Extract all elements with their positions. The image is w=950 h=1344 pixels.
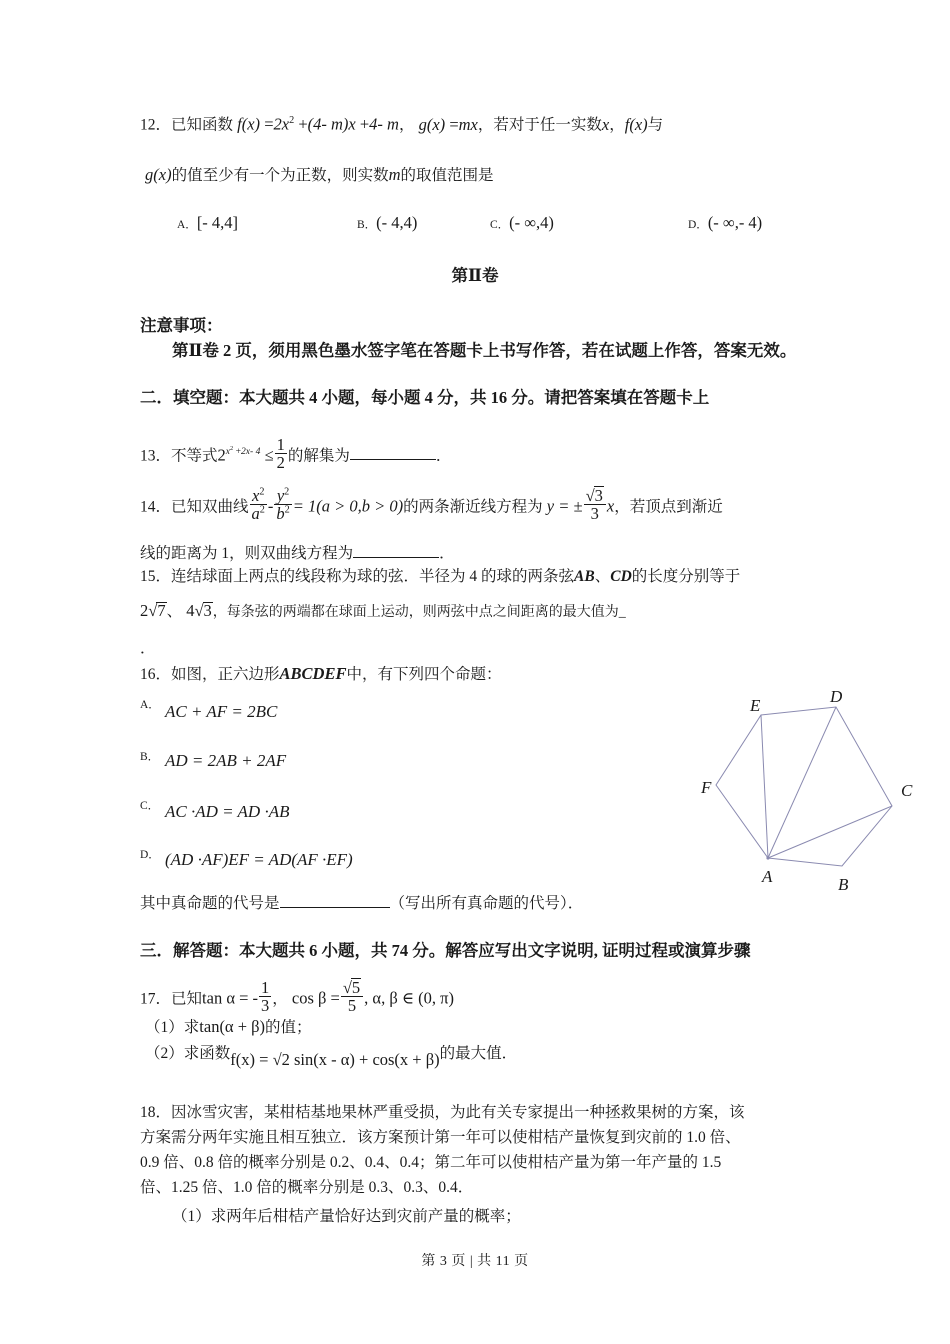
question-13: [140, 436, 451, 472]
question-18-line1-text: 因冰雪灾害，某柑桔基地果林严重受损，为此有关专家提出一种拯救果树的方案，该: [171, 1104, 745, 1121]
question-12-option-c[interactable]: [490, 215, 554, 232]
question-17-sub1-tail: 的值；: [265, 1019, 312, 1036]
question-18-sub1: （1）求两年后柑桔产量恰好达到灾前产量的概率；: [172, 1208, 521, 1225]
option-c-value: (- ∞,4): [509, 213, 554, 232]
question-12-option-b[interactable]: [357, 215, 417, 232]
question-16-answer-blank[interactable]: [280, 892, 390, 908]
hexagon-label-a: A: [762, 867, 773, 886]
question-14-lead: 已知双曲线: [171, 498, 249, 516]
question-18-line4: 倍、1.25 倍、1.0 倍的概率分别是 0.3、0.3、0.4．: [140, 1179, 474, 1196]
proposition-d-expr: (AD ·AF)EF = AD(AF ·EF): [165, 850, 353, 869]
question-13-answer-blank[interactable]: [350, 444, 436, 460]
question-14-mid: 的两条渐近线方程为: [403, 498, 543, 516]
question-16-proposition-c: [140, 797, 159, 813]
question-15-chord-ab: AB: [574, 568, 595, 585]
question-15-chord-cd: CD: [610, 568, 632, 585]
question-14-asym-var: x: [606, 496, 615, 516]
question-16-lead-text: 如图，正六边形: [171, 666, 280, 683]
question-17-tan-den: 3: [261, 996, 270, 1016]
question-16-proposition-a: [140, 696, 160, 712]
question-17-comma-1: ，: [272, 990, 288, 1008]
question-15-answer-blank[interactable]: _: [618, 605, 626, 620]
question-14-comma: ，: [614, 498, 630, 516]
question-16-proposition-d: [140, 846, 160, 862]
question-12-lead: 已知函数: [171, 116, 234, 134]
option-a-value: [- 4,4]: [196, 213, 239, 232]
question-12-formula-g: g(x) =mx: [414, 114, 478, 134]
question-12-var-m: m: [388, 165, 401, 184]
hexagon-label-d: D: [830, 690, 843, 706]
proposition-c-label: C．: [140, 800, 160, 812]
question-14-line2-lead: 线的距离为 1，则双曲线方程为: [140, 545, 354, 563]
question-15-line3: ．: [140, 640, 156, 657]
question-17-sub1-label: （1）: [145, 1019, 184, 1036]
question-14-y-num: $y^2$: [276, 486, 290, 505]
question-14-asym-fraction: [584, 486, 606, 523]
question-14-answer-blank[interactable]: [353, 542, 439, 558]
question-12-sep-2: ，: [477, 116, 494, 134]
question-13-frac-numerator: 1: [276, 435, 285, 454]
part-three-heading: 三．解答题：本大题共 6 小题，共 74 分。解答应写出文字说明, 证明过程或演算步骤: [140, 941, 751, 960]
question-17-sub2-label: （2）: [145, 1045, 184, 1062]
question-17-cos: [288, 978, 454, 1015]
proposition-a-label: A．: [140, 699, 160, 711]
question-12-formula-f: $f(x) =2x^2 +(4-$ m)x +4- m: [233, 114, 399, 134]
question-12-var-x: x: [601, 114, 610, 134]
section-two-title: 第Ⅱ卷: [451, 266, 499, 285]
option-c-label: C．: [490, 219, 510, 231]
question-14-line2-period: ．: [439, 545, 455, 563]
question-13-power: $2^{x^2 +2x- 4}$: [217, 444, 261, 465]
question-14-line1: [140, 486, 723, 523]
question-15-dun-1: 、: [594, 568, 611, 585]
question-14-asymptote: [543, 486, 615, 523]
question-12-line1: [140, 116, 663, 134]
question-14-number: 14．: [140, 498, 172, 516]
question-13-relation: ≤ $\frac{1}{2}$: [260, 435, 285, 473]
question-16-hexagon-name: ABCDEF: [279, 664, 347, 683]
notice-heading: 注意事项：: [140, 316, 223, 335]
question-15-line1: [140, 569, 740, 585]
question-16-proposition-b: [140, 748, 159, 764]
question-17-tan-fraction: [259, 979, 271, 1015]
question-13-fraction: [275, 436, 287, 472]
question-12-option-d[interactable]: [688, 215, 762, 232]
question-15-comma: ，: [212, 605, 227, 620]
option-d-label: D．: [688, 219, 708, 231]
question-12-yu: 与: [647, 116, 664, 134]
question-17-sub1-expr: tan(α + β): [199, 1017, 266, 1036]
proposition-b-label: B．: [140, 751, 160, 763]
diagonal-a-e: [761, 715, 768, 858]
question-14-asym-lead: y = ±: [546, 496, 583, 516]
question-16-closing-tail: （写出所有真命题的代号）．: [389, 895, 584, 913]
notice-body: 第Ⅱ卷 2 页，须用黑色墨水签字笔在答题卡上书写作答，若在试题上作答，答案无效。: [172, 341, 797, 360]
question-17-sub2-tail: 的最大值．: [439, 1045, 518, 1062]
question-12-fx: f(x): [624, 114, 648, 134]
question-15-val2-coef: 4: [186, 601, 195, 620]
option-b-value: (- 4,4): [376, 213, 418, 232]
question-14-tail: 若顶点到渐近: [629, 498, 723, 516]
question-15-dun-2: 、: [166, 603, 183, 620]
question-14-y-den: $b^2$: [276, 504, 290, 524]
question-13-tail: 的解集为: [287, 447, 350, 465]
question-12-mid: 若对于任一实数: [493, 116, 602, 134]
question-12-option-a[interactable]: [177, 215, 238, 232]
question-17-tan-num: 1: [261, 978, 270, 997]
question-17-cos-fraction: [341, 978, 363, 1015]
question-17-line1: [140, 978, 454, 1015]
proposition-d-label: D．: [140, 849, 160, 861]
diagonal-a-d: [768, 707, 836, 858]
question-18-line3: 0.9 倍、0.8 倍的概率分别是 0.2、0.4、0.4；第二年可以使柑桔产量为第一年产量的 1.5: [140, 1154, 722, 1171]
question-17-domain: , α, β ∈ (0, π): [364, 988, 454, 1008]
question-16-closing: [140, 892, 583, 912]
question-13-lead: 不等式: [171, 447, 218, 465]
option-b-label: B．: [357, 219, 377, 231]
question-17-lead: 已知: [171, 990, 203, 1008]
question-12-number: 12．: [140, 116, 172, 134]
hexagon-label-c: C: [901, 781, 913, 800]
question-15-line1-text: 连结球面上两点的线段称为球的弦．半径为 4 的球的两条弦: [171, 568, 575, 585]
question-18-line2: 方案需分两年实施且相互独立．该方案预计第一年可以使柑桔产量恢复到灾前的 1.0 倍、: [140, 1129, 741, 1146]
question-14-minus: -: [267, 496, 274, 516]
page-footer: 第 3 页 | 共 11 页: [421, 1254, 529, 1269]
hexagon-label-b: B: [838, 875, 849, 890]
option-d-value: (- ∞,- 4): [707, 213, 763, 232]
question-12-tail: 的值至少有一个为正数，则实数: [171, 167, 389, 184]
question-17-tan-lead: tan α = -: [202, 988, 259, 1008]
hexagon-label-e: E: [750, 696, 761, 715]
question-15-line2: [140, 602, 626, 620]
question-14-eq-tail: = 1(a > 0,b > 0): [292, 496, 404, 516]
question-14-x-num: $x^2$: [251, 486, 265, 505]
question-12-line2: [145, 167, 494, 184]
part-two-heading: 二．填空题：本大题共 4 小题，每小题 4 分，共 16 分。请把答案填在答题卡上: [140, 388, 710, 407]
question-16-number: 16．: [140, 666, 172, 683]
proposition-c-expr: AC ·AD = AD ·AB: [165, 802, 290, 821]
question-17-sub2-expr: f(x) = √2 sin(x - α) + cos(x + β): [230, 1050, 440, 1069]
question-12-tail-2: 的取值范围是: [400, 167, 494, 184]
question-14-asym-num: √3: [585, 486, 603, 505]
question-14-line2: [140, 542, 455, 562]
question-15-value-2: 4√3: [186, 601, 212, 620]
question-15-val2-radicand: 3: [203, 601, 212, 620]
question-17-sub1-text: 求: [183, 1019, 200, 1036]
question-15-value-1: 2√7: [140, 601, 166, 620]
question-18-number: 18．: [140, 1104, 172, 1121]
question-15-val1-coef: 2: [140, 601, 149, 620]
question-14-asym-den: 3: [584, 504, 606, 522]
question-12-sep-1: ，: [398, 116, 415, 134]
question-15-number: 15．: [140, 568, 172, 585]
hexagon-label-f: F: [701, 778, 712, 797]
proposition-b-expr: AD = 2AB + 2AF: [165, 751, 287, 770]
diagonal-a-c: [768, 806, 892, 858]
question-17-tan: [202, 979, 272, 1015]
question-13-number: 13．: [140, 447, 172, 465]
option-a-label: A．: [177, 219, 197, 231]
question-17-sub2-text: 求函数: [183, 1045, 231, 1062]
question-15-line1-tail: 的长度分别等于: [631, 568, 741, 585]
proposition-a-expr: AC + AF = 2BC: [165, 702, 278, 721]
question-12-gx: g(x): [145, 165, 172, 184]
vertex-a-dot: [766, 856, 769, 859]
question-14-x-fraction: [250, 487, 267, 523]
question-17-cos-lead: cos β =: [291, 988, 340, 1008]
question-16-lead-tail: 中，有下列四个命题：: [346, 666, 502, 683]
question-17-cos-den: 5: [341, 996, 363, 1014]
question-12-comma: ，: [609, 116, 625, 134]
question-14-hyperbola-equation: [249, 487, 404, 523]
question-17-sub2: [145, 1045, 518, 1069]
question-18-line1: [140, 1105, 745, 1121]
question-15-val1-radicand: 7: [157, 601, 166, 620]
hexagon-figure: [700, 690, 930, 890]
question-17-number: 17．: [140, 990, 172, 1008]
hexagon-outline: [716, 707, 892, 866]
question-14-y-fraction: [274, 487, 291, 523]
question-17-cos-num: √5: [342, 978, 361, 997]
question-16-closing-lead: 其中真命题的代号是: [140, 895, 280, 913]
question-16-lead: [140, 666, 502, 683]
question-13-period: ．: [435, 447, 452, 465]
question-14-x-den: $a^2$: [251, 504, 265, 524]
question-15-line2-text: 每条弦的两端都在球面上运动，则两弦中点之间距离的最大值为: [226, 605, 619, 620]
question-17-sub1: [145, 1019, 312, 1036]
question-13-frac-denominator: 2: [276, 453, 285, 473]
